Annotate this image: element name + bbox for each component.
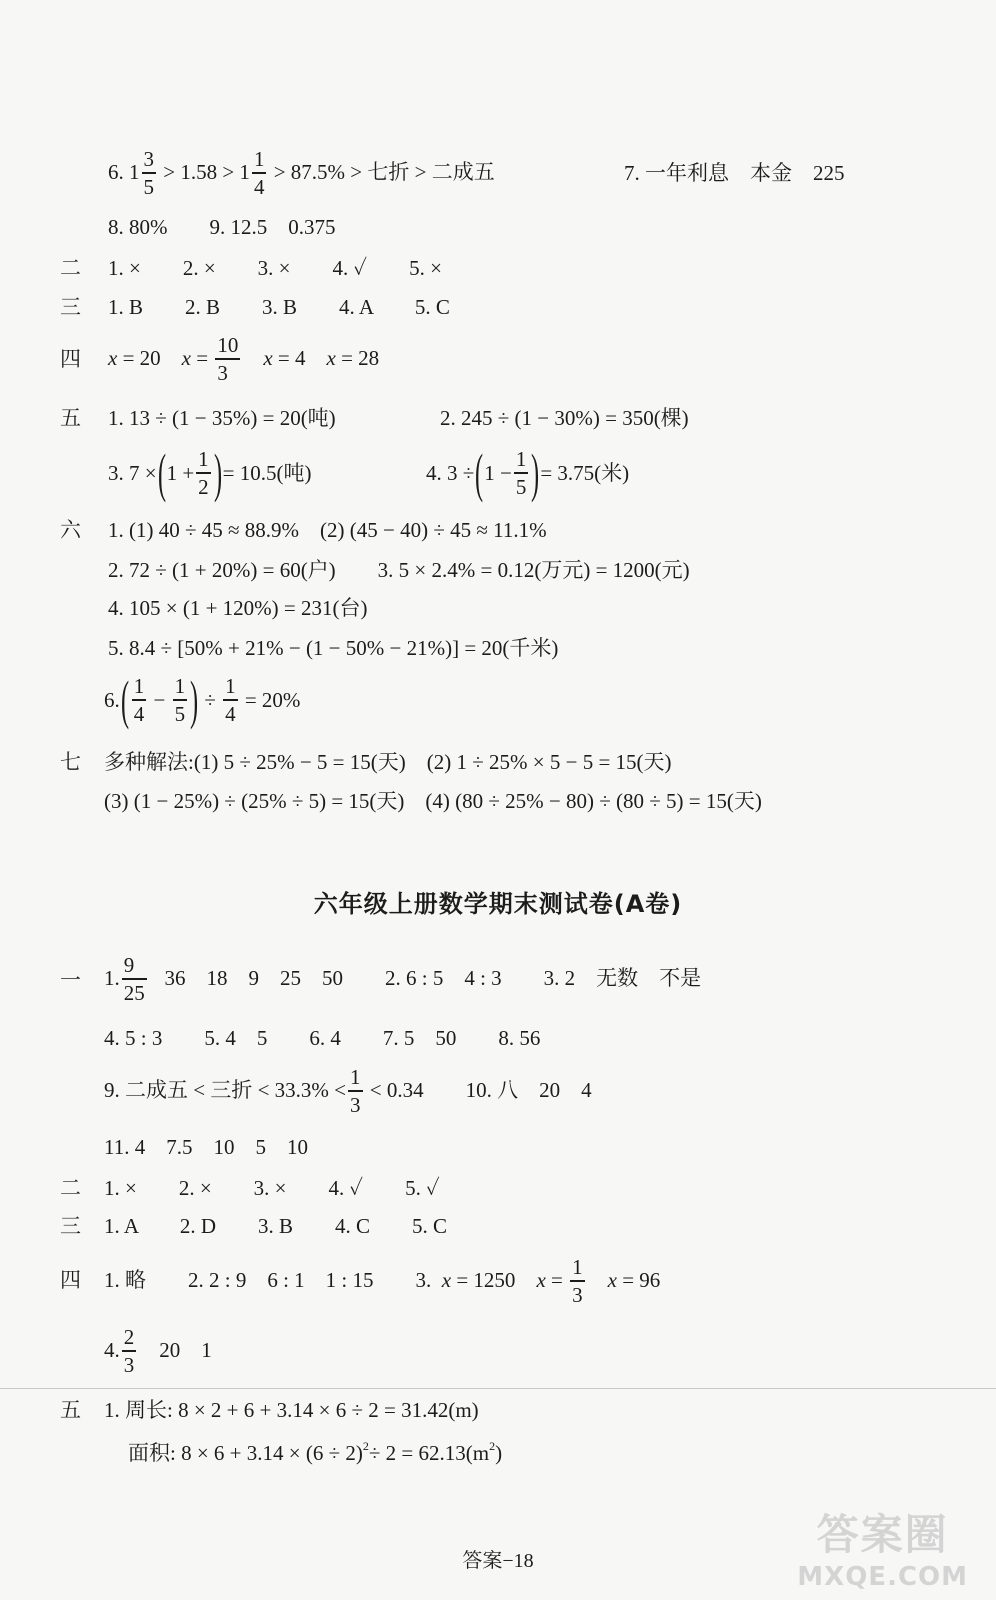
denominator: 3 — [350, 1092, 361, 1117]
wu-2: 2. 245 ÷ (1 − 30%) = 350(棵) — [440, 406, 689, 430]
value: = 1250 — [456, 1268, 516, 1293]
operator: − — [153, 687, 166, 712]
expr: 4. — [104, 1338, 120, 1363]
section-label-liu: 六 — [60, 518, 81, 542]
er-answers-2: 1. × 2. × 3. × 4. ✓ 5. ✓ — [104, 1176, 440, 1200]
expr: 6. — [104, 687, 120, 712]
value: = 96 — [622, 1268, 661, 1293]
var-x: x — [607, 1268, 617, 1293]
fraction — [196, 448, 211, 498]
section-label-si: 四 — [60, 347, 81, 371]
liu-4: 4. 105 × (1 + 120%) = 231(台) — [108, 596, 368, 620]
qi-2: (3) (1 − 25%) ÷ (25% ÷ 5) = 15(天) (4) (80 ÷ 25% − 80) ÷ (80 ÷ 5) = 15(天) — [104, 789, 762, 813]
section-label-wu-2: 五 — [60, 1398, 81, 1422]
denominator: 3 — [217, 360, 228, 385]
numerator: 1 — [253, 147, 265, 171]
wu-1b-2 — [128, 1440, 502, 1464]
divider-line — [0, 1388, 996, 1389]
wu-1: 1. 13 ÷ (1 − 35%) = 20(吨) — [108, 406, 336, 430]
yi-1 — [104, 954, 701, 1004]
expr: ÷ 2 = 62.13(m — [368, 1440, 490, 1465]
wu-3: 3. 7 ×(1 + $\frac{1}{2}$ )= 10.5(吨) — [108, 443, 312, 503]
section-label-er: 二 — [60, 256, 81, 280]
wu-1-2: 1. 周长: 8 × 2 + 6 + 3.14 × 6 ÷ 2 = 31.42(m) — [104, 1398, 479, 1422]
denominator: 5 — [515, 474, 527, 499]
fraction — [252, 148, 267, 198]
expr: 20 1 — [159, 1338, 212, 1363]
fraction — [132, 675, 147, 725]
denominator: 4 — [225, 701, 236, 726]
watermark-url: MXQE.COM — [797, 1562, 968, 1592]
liu-6: 6.( $\frac{1}{4}$ − $\frac{1}{5}$ ) ÷ $\frac{1}{4}$ = 20% — [104, 670, 301, 730]
denominator: 3 — [572, 1282, 583, 1307]
q6-line — [108, 148, 495, 198]
watermark-logo — [797, 1502, 968, 1592]
wu-4: 4. 3 ÷(1 − $\frac{1}{5}$ )= 3.75(米) — [426, 443, 630, 503]
expr: 36 18 9 25 50 2. 6 : 5 4 : 3 3. 2 无数 不是 — [164, 966, 702, 991]
numerator: 3 — [143, 147, 154, 171]
var-x: x — [181, 346, 191, 371]
equals: = — [551, 1268, 563, 1293]
expr: < 0.34 10. 八 20 4 — [369, 1078, 592, 1103]
var-x: x — [263, 346, 273, 371]
denominator: 5 — [174, 701, 186, 726]
section-label-qi: 七 — [60, 750, 81, 774]
operator: ÷ — [204, 687, 216, 712]
section-label-si-2: 四 — [60, 1268, 81, 1292]
page-footer: 答案−18 — [462, 1550, 534, 1572]
q6-label: 6. 1 — [108, 160, 140, 185]
expr: 3. 7 × — [108, 460, 157, 485]
denominator: 25 — [123, 980, 145, 1005]
fraction — [223, 675, 238, 725]
numerator: 9 — [123, 953, 135, 977]
equals: = — [196, 346, 209, 371]
liu-2: 2. 72 ÷ (1 + 20%) = 60(户) 3. 5 × 2.4% = 0.12(万元) = 1200(元) — [108, 558, 690, 582]
denominator: 4 — [133, 701, 145, 726]
section-label-san: 三 — [60, 295, 81, 319]
exponent: 2 — [489, 1439, 496, 1453]
section-label-er-2: 二 — [60, 1176, 81, 1200]
var-x: x — [326, 346, 336, 371]
value: = 28 — [341, 346, 380, 371]
denominator: 3 — [123, 1352, 135, 1377]
exponent: 2 — [362, 1439, 369, 1453]
san-answers: 1. B 2. B 3. B 4. A 5. C — [108, 295, 450, 319]
expr: 4. 3 ÷ — [426, 460, 475, 485]
fraction — [215, 334, 240, 384]
section-label-yi: 一 — [60, 968, 81, 992]
numerator: 1 — [515, 447, 527, 472]
var-x: x — [536, 1268, 546, 1293]
yi-11: 11. 4 7.5 10 5 10 — [104, 1135, 308, 1159]
expr: 1. 略 2. 2 : 9 6 : 1 1 : 15 3. — [104, 1268, 432, 1293]
watermark-text: 答案圈 — [816, 1510, 949, 1559]
fraction — [348, 1066, 363, 1116]
numerator: 10 — [217, 333, 239, 357]
liu-1: 1. (1) 40 ÷ 45 ≈ 88.9% (2) (45 − 40) ÷ 45 ≈ 11.1% — [108, 518, 547, 542]
expr: = 3.75(米) — [540, 460, 630, 485]
er-answers: 1. × 2. × 3. × 4. ✓ 5. × — [108, 256, 442, 280]
expr: 面积: 8 × 6 + 3.14 × (6 ÷ 2) — [128, 1440, 363, 1465]
expr: 1 + — [166, 460, 195, 485]
var-x: x — [108, 346, 118, 371]
qi-1: 多种解法:(1) 5 ÷ 25% − 5 = 15(天) (2) 1 ÷ 25% × 5 − 5 = 15(天) — [104, 750, 672, 774]
value: = 20 — [122, 346, 161, 371]
section-label-san-2: 三 — [60, 1214, 81, 1238]
section-label-wu: 五 — [60, 406, 81, 430]
exam-title: 六年级上册数学期末测试卷(A卷) — [313, 890, 683, 918]
expr: = 10.5(吨) — [222, 460, 312, 485]
yi-9 — [104, 1066, 592, 1116]
denominator: 4 — [253, 174, 265, 199]
fraction — [173, 675, 188, 725]
numerator: 1 — [174, 674, 186, 699]
liu-5: 5. 8.4 ÷ [50% + 21% − (1 − 50% − 21%)] = 20(千米) — [108, 636, 559, 660]
numerator: 1 — [198, 447, 209, 472]
q6-rest: > 87.5% > 七折 > 二成五 — [273, 160, 495, 185]
yi-4: 4. 5 : 3 5. 4 5 6. 4 7. 5 50 8. 56 — [104, 1026, 541, 1050]
expr: 9. 二成五 < 三折 < 33.3% < — [104, 1078, 347, 1103]
fraction — [142, 148, 157, 198]
numerator: 1 — [572, 1255, 583, 1279]
numerator: 1 — [133, 674, 145, 699]
line-8-9: 8. 80% 9. 12.5 0.375 — [108, 215, 336, 239]
denominator: 2 — [198, 474, 209, 499]
fraction — [514, 448, 529, 498]
expr: 1. — [104, 966, 120, 991]
numerator: 1 — [350, 1065, 361, 1089]
q6-mid: > 1.58 > 1 — [163, 160, 250, 185]
si-answers — [108, 334, 379, 384]
expr: = 20% — [244, 687, 301, 712]
san-answers-2: 1. A 2. D 3. B 4. C 5. C — [104, 1214, 448, 1238]
fraction — [570, 1256, 585, 1306]
numerator: 1 — [225, 674, 236, 699]
q7-line: 7. 一年利息 本金 225 — [624, 161, 845, 185]
fraction — [122, 1326, 137, 1376]
si-1-2 — [104, 1256, 660, 1306]
expr: ) — [495, 1440, 503, 1465]
value: = 4 — [277, 346, 306, 371]
fraction — [122, 954, 147, 1004]
si-4-2 — [104, 1326, 212, 1376]
var-x: x — [441, 1268, 452, 1293]
numerator: 2 — [123, 1325, 135, 1349]
denominator: 5 — [143, 174, 154, 199]
expr: 1 − — [484, 460, 512, 485]
